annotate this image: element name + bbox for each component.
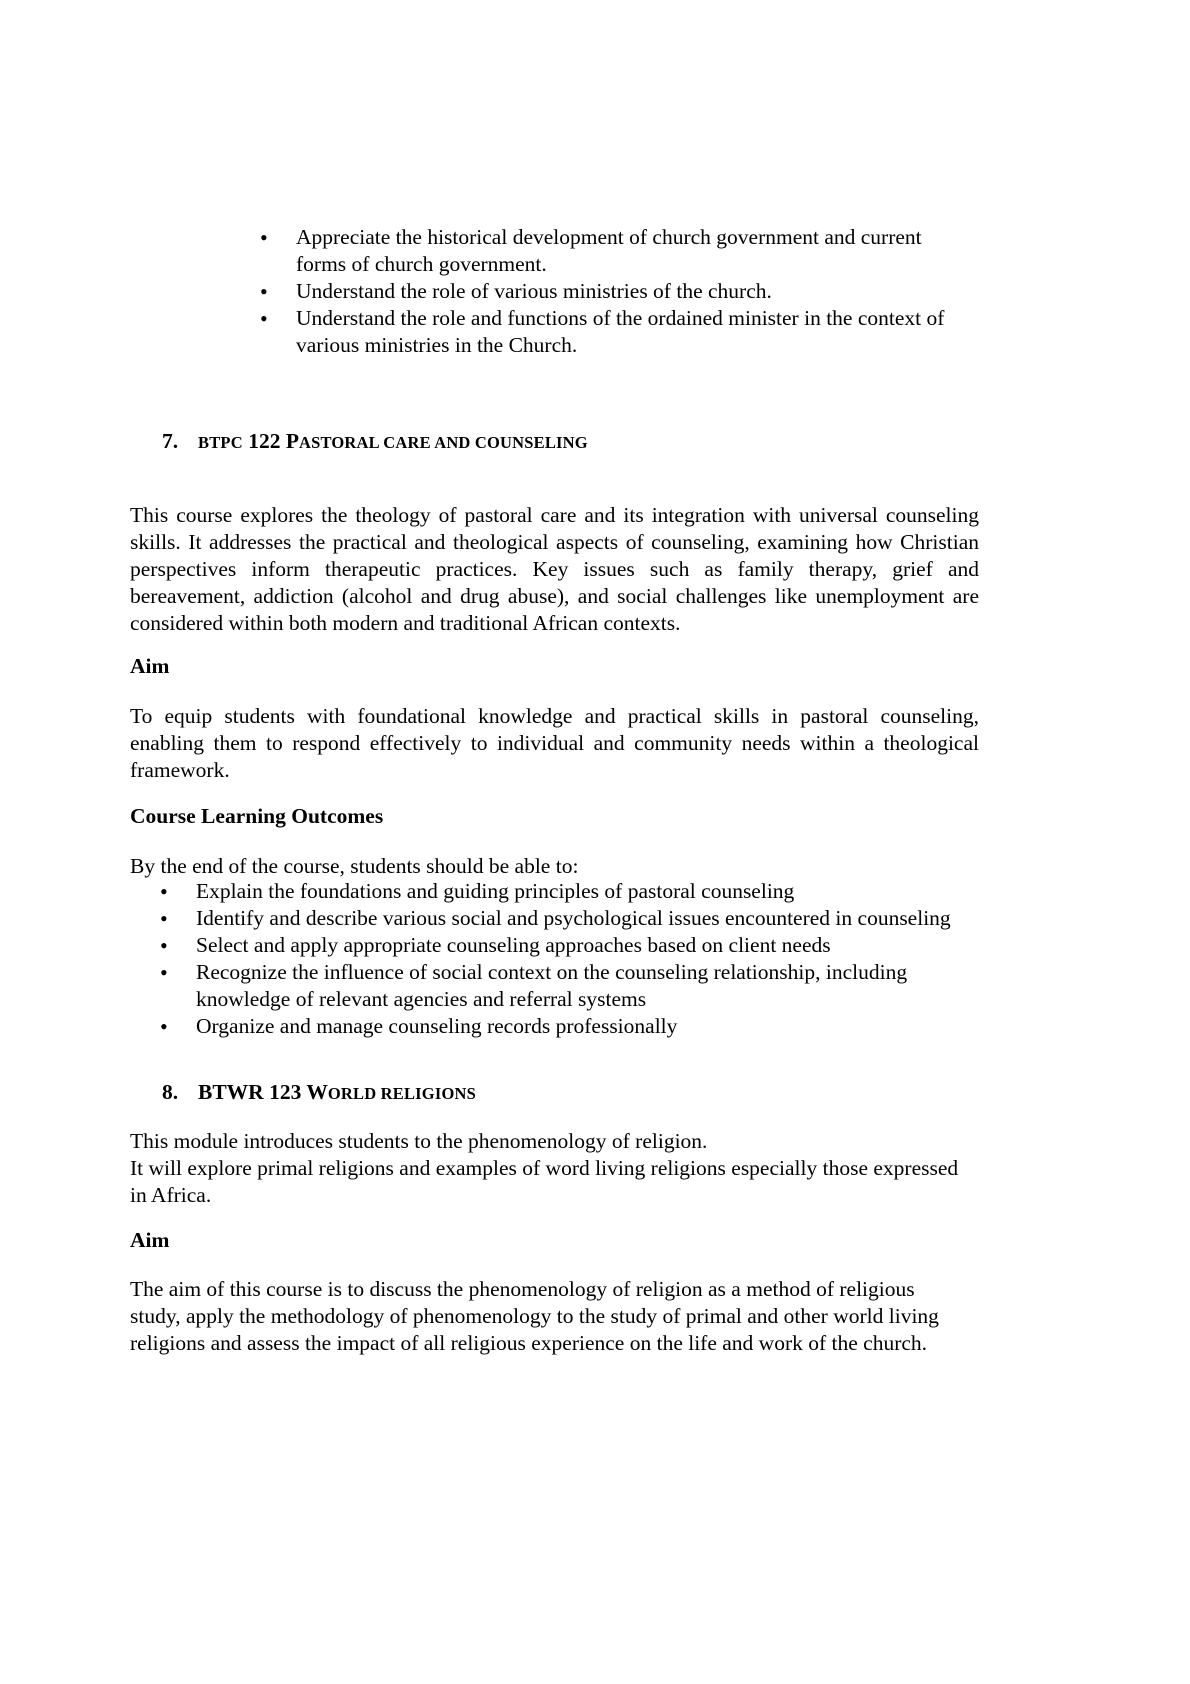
list-item: • Understand the role of various ministries of the church. bbox=[260, 278, 950, 305]
aim-line: framework. bbox=[130, 758, 230, 782]
list-item: • Explain the foundations and guiding principles of pastoral counseling bbox=[160, 878, 960, 905]
description-line: This module introduces students to the phenomenology of religion. bbox=[130, 1129, 708, 1153]
section-7-outcomes-heading: Course Learning Outcomes bbox=[130, 804, 384, 828]
section-8-aim-text: The aim of this course is to discuss the phenomenology of religion as a method of religious study, apply the methodology of phenomenology to the study of primal and other world living religions and assess the impact of all religious experience on the life and work of the church. bbox=[130, 1277, 939, 1355]
section-7-description bbox=[130, 502, 979, 637]
title-rest: ASTORAL CARE AND COUNSELING bbox=[298, 433, 588, 452]
top-bullet-list bbox=[260, 224, 950, 359]
description-line: This course explores the theology of pastoral care and its integration with universal counseling bbox=[130, 503, 979, 527]
description-line: skills. It addresses the practical and theological aspects of counseling, examining how Christian bbox=[130, 530, 979, 554]
course-code-prefix: BTPC bbox=[198, 433, 243, 452]
title-rest: ORLD RELIGIONS bbox=[327, 1084, 476, 1103]
section-number: 8. bbox=[162, 1080, 179, 1104]
course-code: BTWR 123 bbox=[198, 1080, 302, 1104]
description-line: It will explore primal religions and examples of word living religions especially those expressed in Africa. bbox=[130, 1156, 959, 1207]
course-code-number: 122 bbox=[248, 429, 281, 453]
description-line: bereavement, addiction (alcohol and drug abuse), and social challenges like unemployment are bbox=[130, 584, 979, 608]
aim-line: enabling them to respond effectively to individual and community needs within a theological bbox=[130, 731, 979, 755]
section-7-heading bbox=[162, 428, 588, 456]
section-8-description bbox=[130, 1128, 979, 1209]
section-7-outcomes-list bbox=[160, 878, 960, 1040]
title-initial: P bbox=[285, 429, 299, 453]
section-7-outcomes-intro: By the end of the course, students should be able to: bbox=[130, 854, 579, 878]
list-item: • Select and apply appropriate counseling approaches based on client needs bbox=[160, 932, 960, 959]
aim-line: To equip students with foundational knowledge and practical skills in pastoral counseling, bbox=[130, 704, 979, 728]
section-7-aim-text bbox=[130, 703, 979, 784]
description-line: considered within both modern and traditional African contexts. bbox=[130, 611, 681, 635]
section-number: 7. bbox=[162, 429, 179, 453]
list-item: • Appreciate the historical development of church government and current forms of church government. bbox=[260, 224, 950, 278]
list-item: • Identify and describe various social and psychological issues encountered in counseling bbox=[160, 905, 960, 932]
list-item: • Recognize the influence of social context on the counseling relationship, including knowledge of relevant agencies and referral systems bbox=[160, 959, 960, 1013]
list-item: • Understand the role and functions of the ordained minister in the context of various ministries in the Church. bbox=[260, 305, 950, 359]
section-8-heading bbox=[162, 1079, 476, 1107]
section-8-aim-heading: Aim bbox=[130, 1228, 170, 1252]
description-line: perspectives inform therapeutic practices. Key issues such as family therapy, grief and bbox=[130, 557, 979, 581]
title-initial: W bbox=[306, 1080, 328, 1104]
list-item: • Organize and manage counseling records professionally bbox=[160, 1013, 960, 1040]
section-7-aim-heading: Aim bbox=[130, 654, 170, 678]
